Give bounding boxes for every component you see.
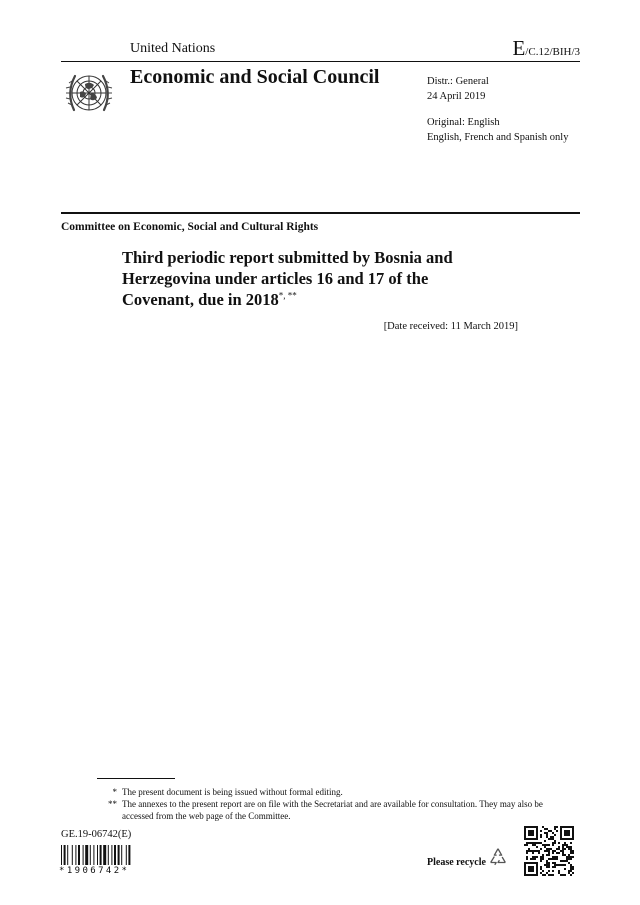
footnote-text: The annexes to the present report are on file with the Secretariat and are available for consultation. They may also be accessed from the web page of the Committee. (122, 799, 543, 821)
committee-name: Committee on Economic, Social and Cultural Rights (61, 221, 319, 233)
council-name: Economic and Social Council (130, 66, 380, 88)
symbol-prefix: E (512, 36, 526, 60)
footnote (97, 786, 567, 798)
date-received: [Date received: 11 March 2019] (383, 321, 518, 332)
barcode-text: *1906742* (59, 866, 130, 876)
organization-name: United Nations (130, 41, 216, 56)
original-language: Original: English (427, 117, 500, 128)
recycle-icon (487, 846, 509, 868)
distribution-date: 24 April 2019 (427, 91, 486, 102)
title-footnote-marks: *, ** (278, 290, 297, 301)
title-line-2: Herzegovina under articles 16 and 17 of the (122, 269, 429, 288)
distribution-block (427, 74, 568, 145)
document-title (122, 247, 542, 310)
section-rule (61, 212, 580, 214)
document-symbol (512, 36, 580, 61)
footnote-mark: * (112, 787, 117, 797)
header-rule (61, 61, 580, 62)
available-languages: English, French and Spanish only (427, 132, 569, 143)
barcode-icon (61, 845, 153, 865)
footnotes (97, 786, 567, 822)
qr-code-icon (524, 826, 574, 876)
title-line-1: Third periodic report submitted by Bosnia and (122, 248, 453, 267)
recycle-label: Please recycle (427, 857, 486, 868)
footnote-mark: ** (108, 799, 117, 809)
footnote (97, 798, 567, 822)
symbol-rest: /C.12/BIH/3 (525, 46, 580, 58)
footnote-text: The present document is being issued without formal editing. (122, 787, 343, 797)
job-number: GE.19-06742(E) (61, 829, 132, 840)
title-line-3: Covenant, due in 2018 (122, 290, 279, 309)
distribution-type: Distr.: General (427, 76, 489, 87)
footnote-rule (97, 778, 175, 779)
un-emblem-icon (61, 66, 117, 122)
